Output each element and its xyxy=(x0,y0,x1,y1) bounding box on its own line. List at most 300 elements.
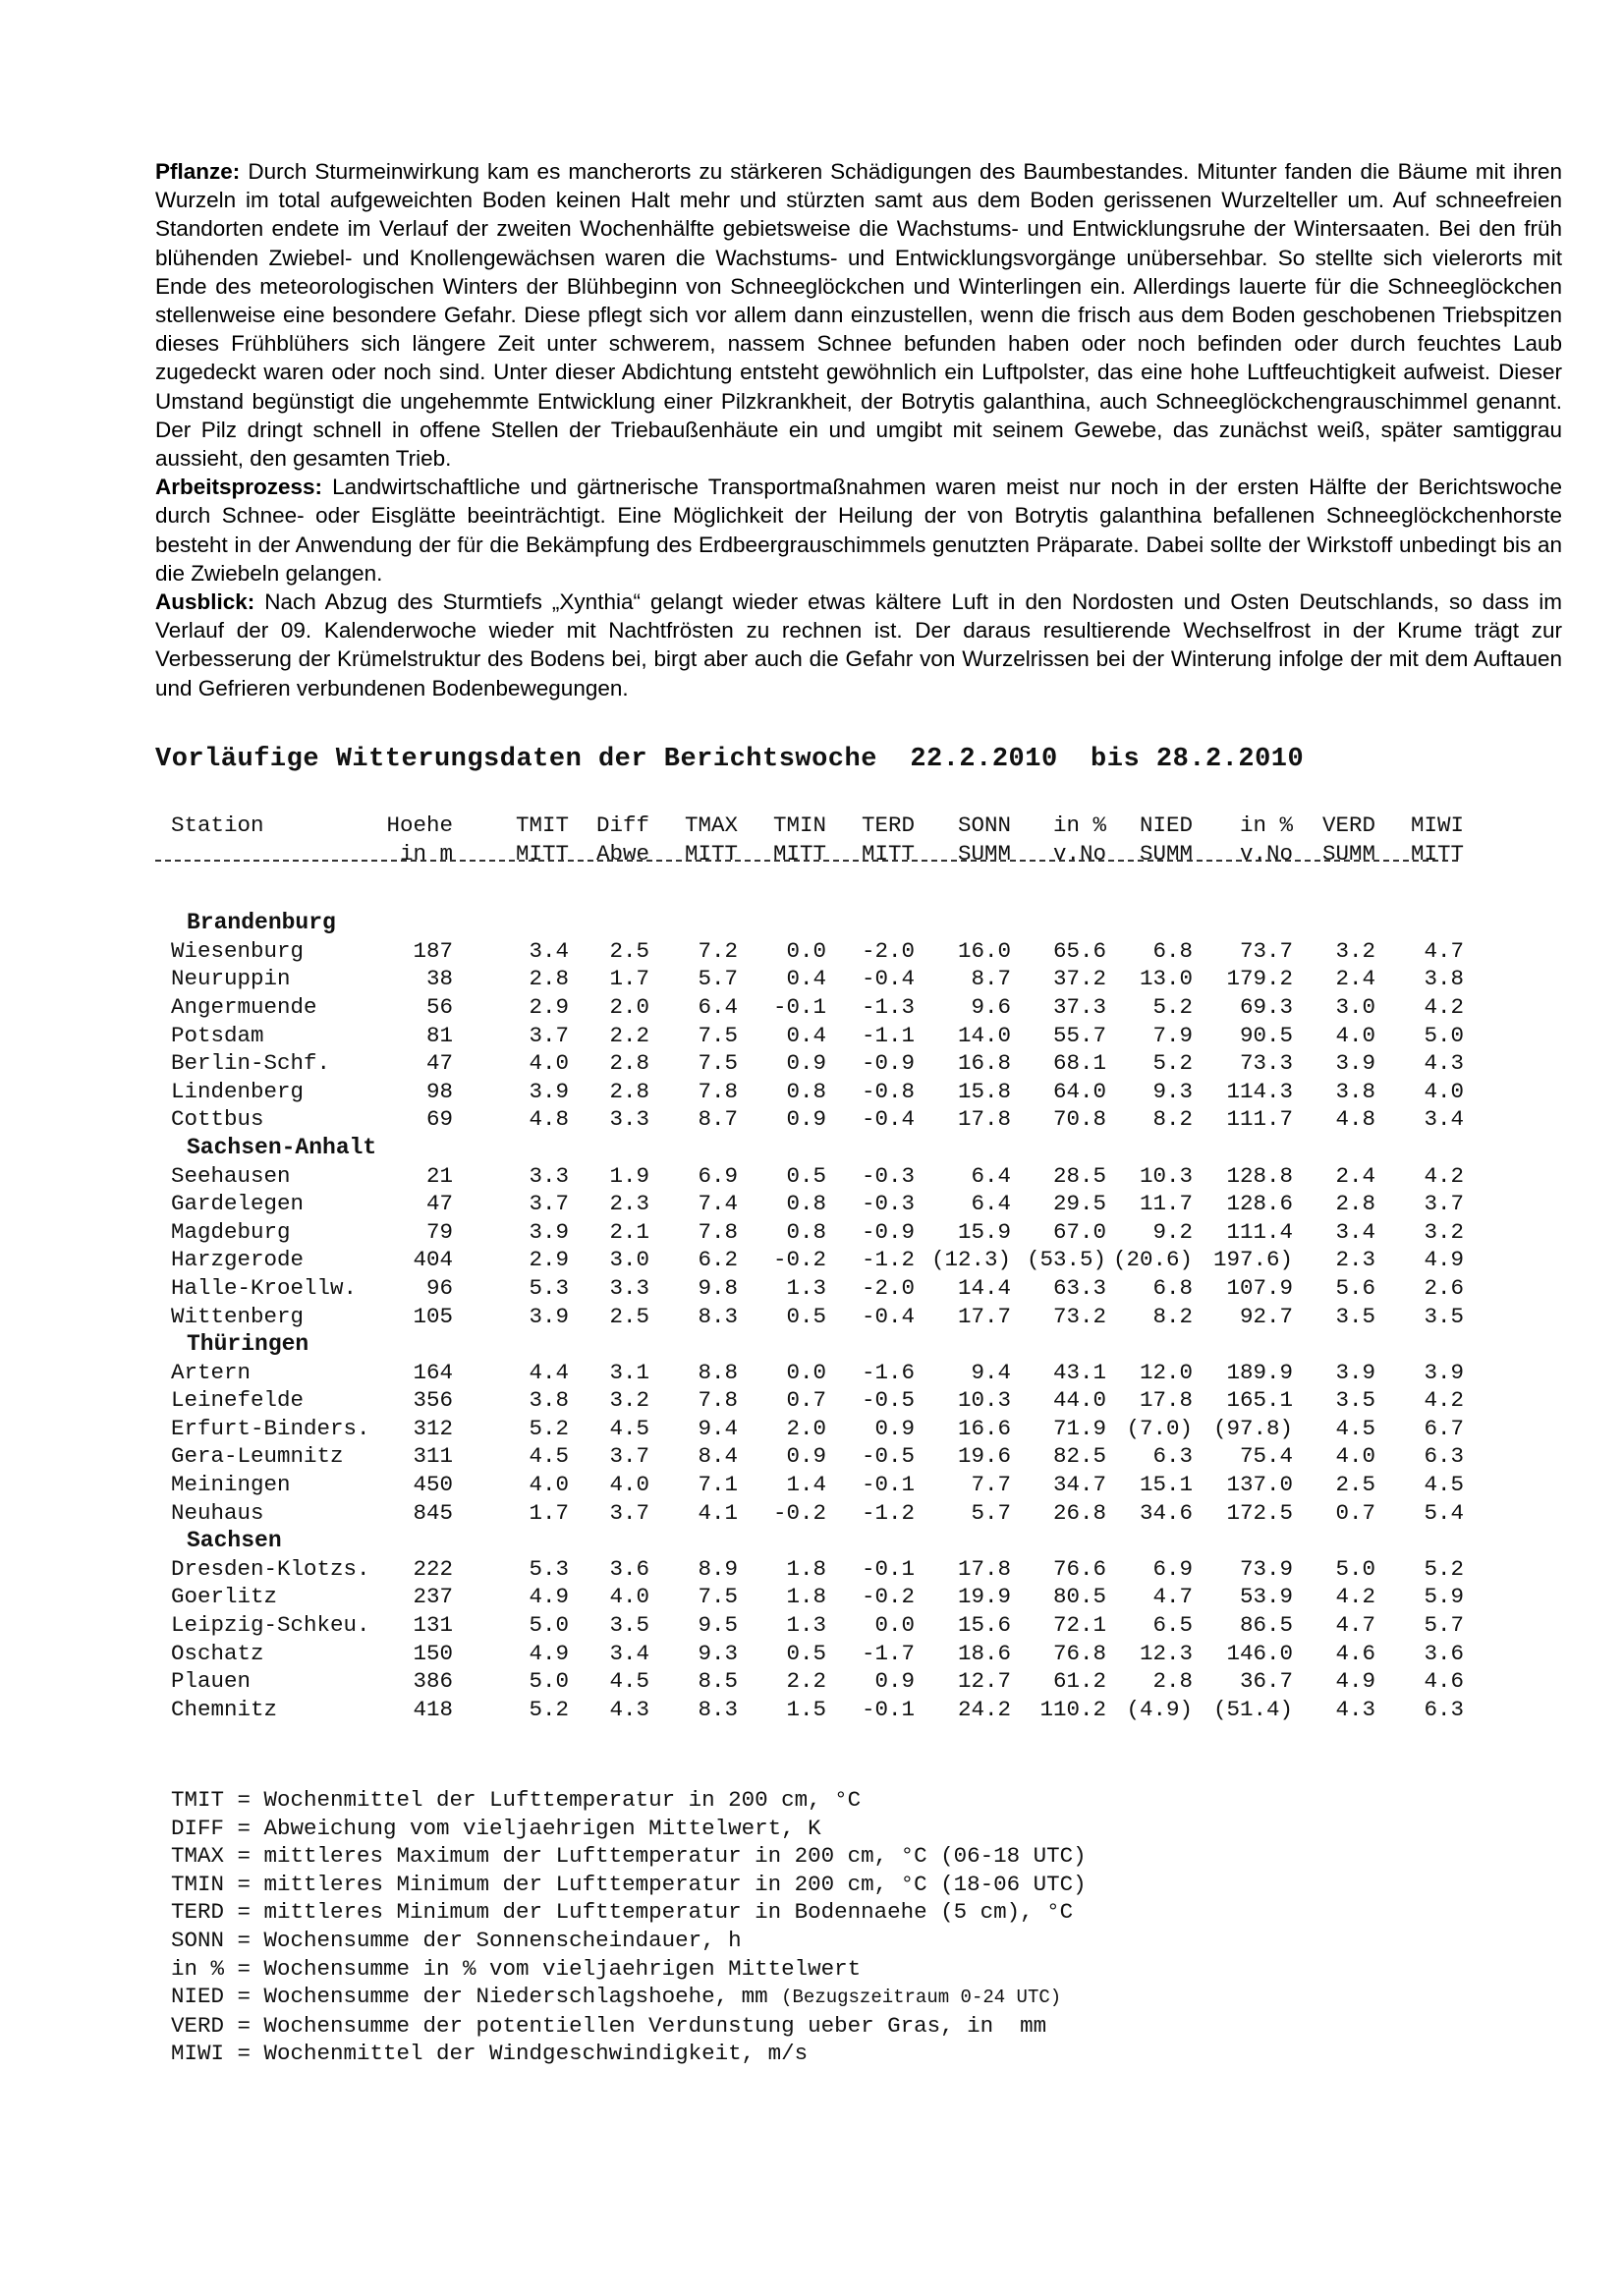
legend-text: TMIT = Wochenmittel der Lufttemperatur in 200 cm, °C xyxy=(171,1787,862,1813)
station-row-sonn-pct: 63.3 xyxy=(1052,1274,1106,1301)
station-row-station: Potsdam xyxy=(171,1022,264,1048)
station-row-miwi: 6.3 xyxy=(1424,1696,1464,1722)
station-row xyxy=(171,1583,1478,1611)
legend-item xyxy=(171,1927,1087,1955)
legend-note: (Bezugszeitraum 0-24 UTC) xyxy=(781,1987,1062,2009)
station-row-hoehe: 150 xyxy=(413,1640,453,1666)
station-row-tmit: 3.9 xyxy=(529,1303,569,1329)
station-row-tmax: 4.1 xyxy=(698,1499,738,1526)
station-row-diff: 3.3 xyxy=(609,1106,649,1133)
station-row-tmin: 0.9 xyxy=(786,1443,826,1470)
station-row-nied-pct: 111.7 xyxy=(1226,1106,1293,1133)
station-row-sonn-pct: 64.0 xyxy=(1052,1078,1106,1104)
station-row-sonn: 6.4 xyxy=(971,1191,1011,1217)
legend-item xyxy=(171,2012,1087,2041)
station-row-tmit: 3.9 xyxy=(529,1078,569,1104)
station-row-tmin: 1.8 xyxy=(786,1555,826,1582)
header-row-2 xyxy=(171,840,1478,868)
station-row-sonn-pct: 70.8 xyxy=(1052,1106,1106,1133)
region-heading: Brandenburg xyxy=(187,910,336,936)
paragraph-ausblick xyxy=(155,588,1562,702)
station-row-miwi: 4.2 xyxy=(1424,993,1464,1020)
station-row-tmax: 6.2 xyxy=(698,1247,738,1273)
station-row-station: Erfurt-Binders. xyxy=(171,1415,370,1441)
station-row-terd: -1.1 xyxy=(861,1022,915,1048)
station-row-nied: 6.8 xyxy=(1152,937,1193,964)
station-row-nied-pct: (97.8) xyxy=(1212,1415,1293,1441)
header-row-2-sonn-pct: v.No xyxy=(1052,840,1106,867)
station-row-tmin: 0.4 xyxy=(786,966,826,992)
station-row-tmit: 4.0 xyxy=(529,1472,569,1498)
region-heading: Thüringen xyxy=(187,1331,309,1358)
station-row-tmax: 9.4 xyxy=(698,1415,738,1441)
station-row-verd: 4.0 xyxy=(1335,1022,1375,1048)
region-row xyxy=(171,1527,1478,1555)
station-row-tmin: 1.4 xyxy=(786,1472,826,1498)
header-row-2-miwi: MITT xyxy=(1410,840,1464,867)
legend-item xyxy=(171,2040,1087,2068)
station-row-tmit: 3.4 xyxy=(529,937,569,964)
station-row-nied-pct: 165.1 xyxy=(1226,1387,1293,1414)
header-row-1-station: Station xyxy=(171,812,264,838)
header-row-2-verd: SUMM xyxy=(1321,840,1375,867)
station-row-tmax: 7.5 xyxy=(698,1584,738,1610)
station-row xyxy=(171,937,1478,966)
station-row-tmax: 6.4 xyxy=(698,993,738,1020)
station-row-diff: 3.4 xyxy=(609,1640,649,1666)
station-row-diff: 3.5 xyxy=(609,1612,649,1639)
station-row xyxy=(171,1274,1478,1303)
station-row-miwi: 5.7 xyxy=(1424,1612,1464,1639)
station-row-tmin: 0.0 xyxy=(786,1359,826,1385)
station-row-tmit: 4.8 xyxy=(529,1106,569,1133)
station-row-tmax: 8.3 xyxy=(698,1696,738,1722)
station-row-sonn-pct: 68.1 xyxy=(1052,1050,1106,1077)
station-row-tmin: 0.8 xyxy=(786,1191,826,1217)
header-row-1-nied: NIED xyxy=(1139,812,1193,838)
legend-text: DIFF = Abweichung vom vieljaehrigen Mittelwert, K xyxy=(171,1815,821,1841)
station-row-sonn-pct: 44.0 xyxy=(1052,1387,1106,1414)
station-row xyxy=(171,1162,1478,1191)
station-row-station: Oschatz xyxy=(171,1640,264,1666)
station-row-terd: -0.5 xyxy=(861,1443,915,1470)
station-row-verd: 2.8 xyxy=(1335,1191,1375,1217)
station-row-tmax: 8.3 xyxy=(698,1303,738,1329)
header-row-1-nied-pct: in % xyxy=(1239,812,1293,838)
header-row-1-terd: TERD xyxy=(861,812,915,838)
station-row-station: Wiesenburg xyxy=(171,937,305,964)
station-row-nied: 2.8 xyxy=(1152,1668,1193,1695)
station-row-diff: 2.5 xyxy=(609,937,649,964)
station-row-sonn: 18.6 xyxy=(957,1640,1011,1666)
station-row-sonn: 15.6 xyxy=(957,1612,1011,1639)
station-row-nied-pct: 69.3 xyxy=(1239,993,1293,1020)
station-row xyxy=(171,1611,1478,1640)
station-row-tmax: 7.8 xyxy=(698,1078,738,1104)
station-row-station: Halle-Kroellw. xyxy=(171,1274,358,1301)
station-row-diff: 3.2 xyxy=(609,1387,649,1414)
station-row-tmax: 9.8 xyxy=(698,1274,738,1301)
station-row-nied-pct: 146.0 xyxy=(1226,1640,1293,1666)
station-row-tmit: 5.3 xyxy=(529,1555,569,1582)
station-row-tmin: 0.7 xyxy=(786,1387,826,1414)
label-pflanze: Pflanze: xyxy=(155,159,241,184)
station-row-tmit: 3.7 xyxy=(529,1191,569,1217)
station-row-tmax: 7.1 xyxy=(698,1472,738,1498)
station-row-tmax: 9.3 xyxy=(698,1640,738,1666)
station-row-tmit: 3.8 xyxy=(529,1387,569,1414)
station-row-tmin: 2.0 xyxy=(786,1415,826,1441)
station-row-tmax: 7.8 xyxy=(698,1387,738,1414)
station-row-sonn-pct: 65.6 xyxy=(1052,937,1106,964)
station-row-nied-pct: 179.2 xyxy=(1226,966,1293,992)
header-row-1-hoehe: Hoehe xyxy=(386,812,453,838)
station-row-station: Magdeburg xyxy=(171,1218,291,1245)
station-row-verd: 4.8 xyxy=(1335,1106,1375,1133)
station-row-station: Cottbus xyxy=(171,1106,264,1133)
station-row xyxy=(171,1105,1478,1134)
station-row-miwi: 4.9 xyxy=(1424,1247,1464,1273)
station-row-sonn: 14.0 xyxy=(957,1022,1011,1048)
legend-text: SONN = Wochensumme der Sonnenscheindauer, h xyxy=(171,1927,742,1953)
station-row-sonn: 6.4 xyxy=(971,1162,1011,1189)
station-row-nied: 11.7 xyxy=(1139,1191,1193,1217)
station-row-nied: 12.3 xyxy=(1139,1640,1193,1666)
station-row xyxy=(171,1499,1478,1528)
station-row-hoehe: 56 xyxy=(425,993,453,1020)
station-row-nied-pct: 75.4 xyxy=(1239,1443,1293,1470)
station-row-nied-pct: 73.7 xyxy=(1239,937,1293,964)
station-row-diff: 4.5 xyxy=(609,1668,649,1695)
station-row-station: Gardelegen xyxy=(171,1191,305,1217)
header-row-2-hoehe: in m xyxy=(399,840,453,867)
station-row-tmax: 8.8 xyxy=(698,1359,738,1385)
station-row-miwi: 3.7 xyxy=(1424,1191,1464,1217)
station-row-hoehe: 21 xyxy=(425,1162,453,1189)
station-row-station: Berlin-Schf. xyxy=(171,1050,331,1077)
station-row xyxy=(171,965,1478,993)
station-row-nied: 13.0 xyxy=(1139,966,1193,992)
station-row-sonn-pct: 37.2 xyxy=(1052,966,1106,992)
station-row-station: Chemnitz xyxy=(171,1696,278,1722)
station-row xyxy=(171,1218,1478,1247)
station-row-hoehe: 38 xyxy=(425,966,453,992)
station-row-miwi: 3.5 xyxy=(1424,1303,1464,1329)
station-row-terd: -1.2 xyxy=(861,1499,915,1526)
station-row-tmin: -0.2 xyxy=(772,1247,826,1273)
header-row-2-nied-pct: v.No xyxy=(1239,840,1293,867)
station-row-sonn: 8.7 xyxy=(971,966,1011,992)
station-row-sonn: 5.7 xyxy=(971,1499,1011,1526)
station-row-tmit: 1.7 xyxy=(529,1499,569,1526)
station-row-tmit: 2.8 xyxy=(529,966,569,992)
station-row-nied: 8.2 xyxy=(1152,1106,1193,1133)
station-row-verd: 3.4 xyxy=(1335,1218,1375,1245)
station-row-miwi: 3.8 xyxy=(1424,966,1464,992)
station-row-diff: 2.1 xyxy=(609,1218,649,1245)
station-row-verd: 4.2 xyxy=(1335,1584,1375,1610)
report-text xyxy=(155,157,1562,702)
station-row-miwi: 5.4 xyxy=(1424,1499,1464,1526)
station-row-diff: 2.8 xyxy=(609,1050,649,1077)
station-row-miwi: 5.2 xyxy=(1424,1555,1464,1582)
legend-text: TMAX = mittleres Maximum der Lufttemperatur in 200 cm, °C (06-18 UTC) xyxy=(171,1843,1087,1870)
station-row-nied: 10.3 xyxy=(1139,1162,1193,1189)
station-row xyxy=(171,1359,1478,1387)
legend-item xyxy=(171,1955,1087,1984)
header-row-1-tmax: TMAX xyxy=(684,812,738,838)
station-row-tmax: 8.5 xyxy=(698,1668,738,1695)
station-row-miwi: 6.7 xyxy=(1424,1415,1464,1441)
station-row-hoehe: 418 xyxy=(413,1696,453,1722)
station-row-diff: 3.7 xyxy=(609,1443,649,1470)
station-row-terd: 0.9 xyxy=(874,1668,915,1695)
text-ausblick: Nach Abzug des Sturmtiefs „Xynthia“ gelangt wieder etwas kältere Luft in den Nordosten und Osten Deutschlands, so dass im Verlauf der 09. Kalenderwoche wieder mit Nachtfrösten zu rechnen ist. Der daraus resultierende Wechselfrost in der Krume trägt zur Verbesserung der Krümelstruktur des Bodens bei, birgt aber auch die Gefahr von Wurzelrissen bei der Winterung infolge der mit dem Auftauen und Gefrieren verbundenen Bodenbewegungen. xyxy=(155,589,1562,700)
station-row xyxy=(171,1555,1478,1584)
station-row-terd: -1.7 xyxy=(861,1640,915,1666)
station-row-sonn-pct: 76.8 xyxy=(1052,1640,1106,1666)
station-row-tmit: 4.5 xyxy=(529,1443,569,1470)
station-row-sonn-pct: 37.3 xyxy=(1052,993,1106,1020)
station-row-hoehe: 81 xyxy=(425,1022,453,1048)
region-row xyxy=(171,909,1478,937)
station-row-diff: 3.3 xyxy=(609,1274,649,1301)
header-row-2-tmin: MITT xyxy=(772,840,826,867)
header-row-1-miwi: MIWI xyxy=(1410,812,1464,838)
station-row-miwi: 3.9 xyxy=(1424,1359,1464,1385)
station-row-terd: -1.6 xyxy=(861,1359,915,1385)
station-row-tmin: 2.2 xyxy=(786,1668,826,1695)
station-row xyxy=(171,1078,1478,1106)
region-heading: Sachsen-Anhalt xyxy=(187,1134,377,1160)
legend-item xyxy=(171,1815,1087,1843)
station-row-tmit: 2.9 xyxy=(529,1247,569,1273)
station-row-tmin: 0.5 xyxy=(786,1640,826,1666)
station-row-nied-pct: 36.7 xyxy=(1239,1668,1293,1695)
station-row-nied: 5.2 xyxy=(1152,993,1193,1020)
station-row-tmin: 1.5 xyxy=(786,1696,826,1722)
station-row-sonn-pct: (53.5) xyxy=(1026,1247,1106,1273)
station-row-verd: 5.6 xyxy=(1335,1274,1375,1301)
station-row-sonn-pct: 110.2 xyxy=(1039,1696,1106,1722)
station-row-station: Leinefelde xyxy=(171,1387,305,1414)
station-row-nied-pct: 73.3 xyxy=(1239,1050,1293,1077)
station-row-sonn: 17.8 xyxy=(957,1555,1011,1582)
station-row-hoehe: 79 xyxy=(425,1218,453,1245)
station-row-miwi: 3.2 xyxy=(1424,1218,1464,1245)
station-row-hoehe: 164 xyxy=(413,1359,453,1385)
station-row-nied: 6.9 xyxy=(1152,1555,1193,1582)
station-row-miwi: 4.7 xyxy=(1424,937,1464,964)
station-row-terd: -0.3 xyxy=(861,1162,915,1189)
station-row-tmit: 3.9 xyxy=(529,1218,569,1245)
station-row-terd: -0.4 xyxy=(861,966,915,992)
table-spacer xyxy=(171,868,1478,909)
station-row-hoehe: 98 xyxy=(425,1078,453,1104)
station-row-verd: 4.9 xyxy=(1335,1668,1375,1695)
station-row xyxy=(171,1696,1478,1724)
station-row-sonn: 9.4 xyxy=(971,1359,1011,1385)
station-row-hoehe: 237 xyxy=(413,1584,453,1610)
station-row-nied-pct: 86.5 xyxy=(1239,1612,1293,1639)
station-row-sonn: 15.9 xyxy=(957,1218,1011,1245)
station-row-hoehe: 105 xyxy=(413,1303,453,1329)
station-row-station: Neuhaus xyxy=(171,1499,264,1526)
station-row-hoehe: 312 xyxy=(413,1415,453,1441)
station-row-sonn: 12.7 xyxy=(957,1668,1011,1695)
station-row-diff: 3.6 xyxy=(609,1555,649,1582)
station-row-nied: 9.2 xyxy=(1152,1218,1193,1245)
station-row-miwi: 4.3 xyxy=(1424,1050,1464,1077)
station-row-sonn-pct: 29.5 xyxy=(1052,1191,1106,1217)
station-row xyxy=(171,993,1478,1022)
station-row-tmax: 5.7 xyxy=(698,966,738,992)
legend-text: NIED = Wochensumme der Niederschlagshoehe, mm xyxy=(171,1984,782,2010)
station-row-miwi: 5.0 xyxy=(1424,1022,1464,1048)
station-row-miwi: 3.6 xyxy=(1424,1640,1464,1666)
station-row-tmit: 5.2 xyxy=(529,1696,569,1722)
station-row-nied-pct: 114.3 xyxy=(1226,1078,1293,1104)
station-row-tmin: 1.3 xyxy=(786,1612,826,1639)
header-row-1-sonn: SONN xyxy=(957,812,1011,838)
station-row-hoehe: 311 xyxy=(413,1443,453,1470)
label-arbeitsprozess: Arbeitsprozess: xyxy=(155,475,323,500)
legend-item xyxy=(171,1842,1087,1871)
station-row-verd: 4.7 xyxy=(1335,1612,1375,1639)
station-row xyxy=(171,1190,1478,1218)
station-row xyxy=(171,1640,1478,1668)
header-row-2-sonn: SUMM xyxy=(957,840,1011,867)
station-row-nied: 4.7 xyxy=(1152,1584,1193,1610)
station-row-verd: 2.4 xyxy=(1335,966,1375,992)
station-row-station: Angermuende xyxy=(171,993,317,1020)
station-row-nied-pct: 53.9 xyxy=(1239,1584,1293,1610)
station-row-diff: 3.7 xyxy=(609,1499,649,1526)
label-ausblick: Ausblick: xyxy=(155,589,255,615)
abbreviation-legend xyxy=(171,1786,1087,2068)
station-row xyxy=(171,1022,1478,1050)
station-row-hoehe: 404 xyxy=(413,1247,453,1273)
station-row-nied-pct: 172.5 xyxy=(1226,1499,1293,1526)
station-row-tmin: 0.9 xyxy=(786,1106,826,1133)
station-row-verd: 4.5 xyxy=(1335,1415,1375,1441)
station-row xyxy=(171,1415,1478,1443)
station-row-nied-pct: 128.8 xyxy=(1226,1162,1293,1189)
station-row-sonn: 16.0 xyxy=(957,937,1011,964)
station-row-terd: -2.0 xyxy=(861,937,915,964)
station-row-terd: -0.4 xyxy=(861,1303,915,1329)
station-row xyxy=(171,1667,1478,1696)
station-row-tmax: 7.4 xyxy=(698,1191,738,1217)
station-row-nied: 6.3 xyxy=(1152,1443,1193,1470)
station-row-tmit: 3.3 xyxy=(529,1162,569,1189)
station-row-sonn-pct: 82.5 xyxy=(1052,1443,1106,1470)
station-row-hoehe: 69 xyxy=(425,1106,453,1133)
station-row-verd: 4.6 xyxy=(1335,1640,1375,1666)
station-row-station: Harzgerode xyxy=(171,1247,305,1273)
header-row-2-diff: Abwe xyxy=(595,840,649,867)
text-arbeitsprozess: Landwirtschaftliche und gärtnerische Transportmaßnahmen waren meist nur noch in der ersten Hälfte der Berichtswoche durch Schnee- oder Eisglätte beeinträchtigt. Eine Möglichkeit der Heilung der von Botrytis galanthina befallenen Schneeglöckchenhorste besteht in der Anwendung der für die Bekämpfung des Erdbeergrauschimmels genutzten Präparate. Dabei sollte der Wirkstoff unbedingt bis an die Zwiebeln gelangen. xyxy=(155,475,1562,586)
station-row-nied: 6.8 xyxy=(1152,1274,1193,1301)
station-row xyxy=(171,1246,1478,1274)
station-row-hoehe: 222 xyxy=(413,1555,453,1582)
station-row-hoehe: 386 xyxy=(413,1668,453,1695)
station-row-hoehe: 845 xyxy=(413,1499,453,1526)
header-row-1-sonn-pct: in % xyxy=(1052,812,1106,838)
station-row-station: Gera-Leumnitz xyxy=(171,1443,344,1470)
station-row-sonn-pct: 34.7 xyxy=(1052,1472,1106,1498)
station-row-sonn-pct: 67.0 xyxy=(1052,1218,1106,1245)
station-row-tmax: 6.9 xyxy=(698,1162,738,1189)
station-row-station: Seehausen xyxy=(171,1162,291,1189)
station-row-sonn-pct: 73.2 xyxy=(1052,1303,1106,1329)
header-row-1-diff: Diff xyxy=(595,812,649,838)
header-row-2-nied: SUMM xyxy=(1139,840,1193,867)
station-row-nied: 7.9 xyxy=(1152,1022,1193,1048)
station-row-verd: 5.0 xyxy=(1335,1555,1375,1582)
station-row-sonn: 10.3 xyxy=(957,1387,1011,1414)
station-row-hoehe: 131 xyxy=(413,1612,453,1639)
station-row-diff: 2.3 xyxy=(609,1191,649,1217)
header-row-1-tmin: TMIN xyxy=(772,812,826,838)
station-row-diff: 2.0 xyxy=(609,993,649,1020)
station-row-sonn-pct: 26.8 xyxy=(1052,1499,1106,1526)
station-row-diff: 1.9 xyxy=(609,1162,649,1189)
station-row-verd: 3.8 xyxy=(1335,1078,1375,1104)
station-row-diff: 2.2 xyxy=(609,1022,649,1048)
station-row-tmin: 0.5 xyxy=(786,1303,826,1329)
station-row-tmin: 0.5 xyxy=(786,1162,826,1189)
station-row xyxy=(171,1471,1478,1499)
station-row-diff: 4.0 xyxy=(609,1584,649,1610)
station-row-station: Wittenberg xyxy=(171,1303,305,1329)
station-row-tmit: 5.0 xyxy=(529,1668,569,1695)
station-row-terd: 0.0 xyxy=(874,1612,915,1639)
station-row-nied: 8.2 xyxy=(1152,1303,1193,1329)
station-row-hoehe: 47 xyxy=(425,1191,453,1217)
station-row-tmax: 8.4 xyxy=(698,1443,738,1470)
station-row-tmax: 8.7 xyxy=(698,1106,738,1133)
station-row-tmin: -0.2 xyxy=(772,1499,826,1526)
station-row-nied-pct: 90.5 xyxy=(1239,1022,1293,1048)
station-row-terd: -0.2 xyxy=(861,1584,915,1610)
station-row-station: Meiningen xyxy=(171,1472,291,1498)
station-row-terd: -0.9 xyxy=(861,1050,915,1077)
legend-text: TERD = mittleres Minimum der Lufttemperatur in Bodennaehe (5 cm), °C xyxy=(171,1899,1074,1926)
text-pflanze: Durch Sturmeinwirkung kam es mancherorts zu stärkeren Schädigungen des Baumbestandes. Mitunter fanden die Bäume mit ihren Wurzeln im total aufgeweichten Boden keinen Halt mehr und stürzten samt aus dem Boden gerissenen Wurzelteller um. Auf schneefreien Standorten endete im Verlauf der zweiten Wochenhälfte gebietsweise die Wachstums- und Entwicklungsruhe der Wintersaaten. Bei den früh blühenden Zwiebel- und Knollengewächsen waren die Wachstums- und Entwicklungsvorgänge unübersehbar. So stellte sich vielerorts mit Ende des meteorologischen Winters der Blühbeginn von Schneeglöckchen und Winterlingen ein. Allerdings lauerte für die Schneeglöckchen stellenweise eine besondere Gefahr. Diese pflegt sich vor allem dann einzustellen, wenn die frisch aus dem Boden geschobenen Triebspitzen dieses Frühblühers sich längere Zeit unter schwerem, nassem Schnee befunden haben oder noch befinden oder durch feuchtes Laub zugedeckt waren oder noch sind. Unter dieser Abdichtung entsteht gewöhnlich ein Luftpolster, das eine hohe Luftfeuchtigkeit aufweist. Dieser Umstand begünstigt die ungehemmte Entwicklung einer Pilzkrankheit, der Botrytis galanthina, auch Schneeglöckchengrauschimmel genannt. Der Pilz dringt schnell in offene Stellen der Triebaußenhäute ein und umgibt mit seinem Gewebe, das zunächst weiß, später samtiggrau aussieht, den gesamten Trieb. xyxy=(155,159,1562,472)
station-row-nied: 17.8 xyxy=(1139,1387,1193,1414)
station-row-terd: -0.1 xyxy=(861,1472,915,1498)
header-row-1 xyxy=(171,812,1478,840)
legend-item xyxy=(171,1786,1087,1815)
station-row-miwi: 4.0 xyxy=(1424,1078,1464,1104)
station-row-tmax: 7.5 xyxy=(698,1022,738,1048)
station-row-hoehe: 187 xyxy=(413,937,453,964)
station-row-sonn: 17.8 xyxy=(957,1106,1011,1133)
station-row-nied-pct: 137.0 xyxy=(1226,1472,1293,1498)
station-row-miwi: 4.5 xyxy=(1424,1472,1464,1498)
station-row-tmax: 9.5 xyxy=(698,1612,738,1639)
station-row-nied: 12.0 xyxy=(1139,1359,1193,1385)
station-row-terd: -0.5 xyxy=(861,1387,915,1414)
station-row-station: Goerlitz xyxy=(171,1584,278,1610)
station-row-tmit: 4.4 xyxy=(529,1359,569,1385)
legend-text: MIWI = Wochenmittel der Windgeschwindigkeit, m/s xyxy=(171,2041,809,2067)
station-row-hoehe: 356 xyxy=(413,1387,453,1414)
station-row-tmit: 5.2 xyxy=(529,1415,569,1441)
header-row-1-verd: VERD xyxy=(1321,812,1375,838)
legend-item xyxy=(171,1898,1087,1927)
